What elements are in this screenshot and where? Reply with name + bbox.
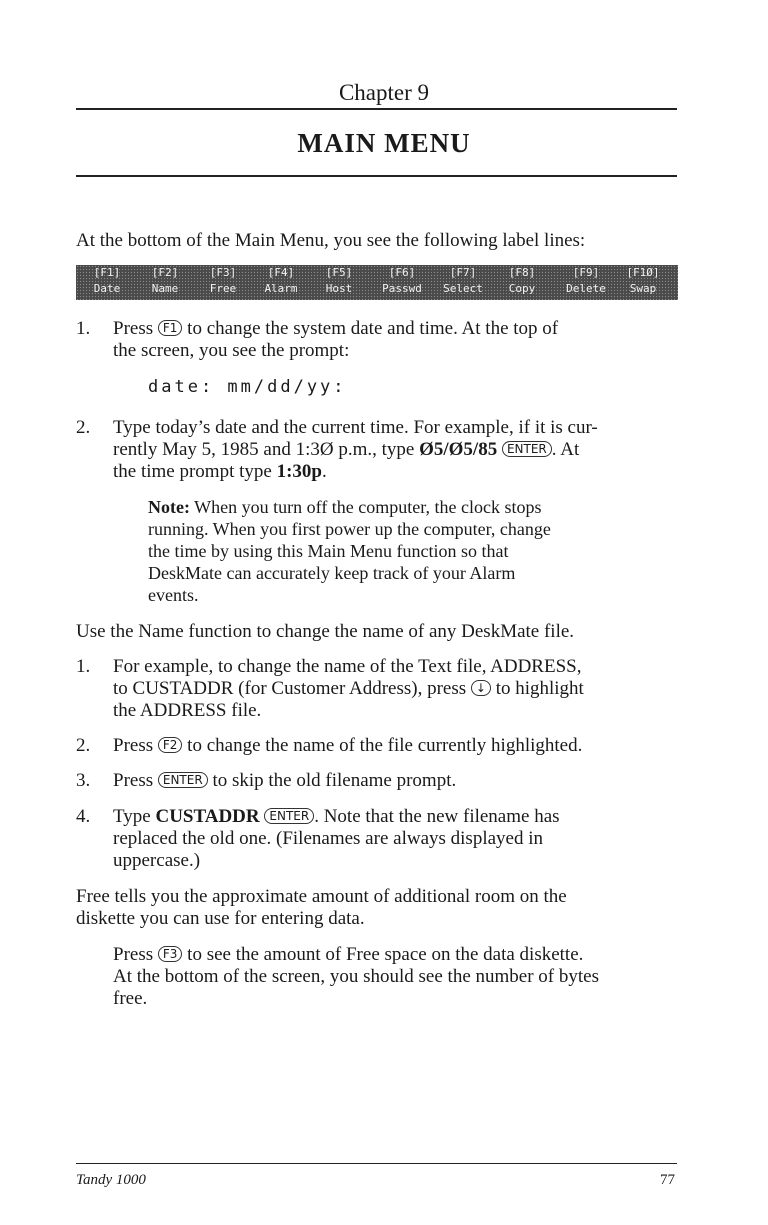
name-step-3: Press ENTER to skip the old filename prompt. xyxy=(113,770,457,791)
f1-key: F1 xyxy=(158,320,183,336)
name-intro: Use the Name function to change the name of any DeskMate file. xyxy=(76,621,575,642)
name-step-2: Press F2 to change the name of the file currently highlighted. xyxy=(113,735,583,756)
list-number: 2. xyxy=(76,417,91,438)
list-number: 1. xyxy=(76,656,91,677)
note-line-4: DeskMate can accurately keep track of your Alarm xyxy=(148,563,516,583)
free-line-2: At the bottom of the screen, you should see the number of bytes xyxy=(113,966,599,987)
free-intro-line-2: diskette you can use for entering data. xyxy=(76,908,365,929)
enter-key: ENTER xyxy=(502,441,552,457)
label-f6: [F6] Passwd xyxy=(382,266,422,295)
intro-text: At the bottom of the Main Menu, you see the following label lines: xyxy=(76,230,586,251)
date-step-2-line-1: Type today’s date and the current time. For example, if it is cur- xyxy=(113,417,598,438)
f3-key: F3 xyxy=(158,946,183,962)
name-step-1-line-2: to CUSTADDR (for Customer Address), press ↓ to highlight xyxy=(113,678,584,699)
name-step-4-line-3: uppercase.) xyxy=(113,850,201,871)
name-step-4-line-2: replaced the old one. (Filenames are always displayed in xyxy=(113,828,543,849)
note-line-5: events. xyxy=(148,585,199,605)
list-number: 4. xyxy=(76,806,91,827)
label-f4: [F4] Alarm xyxy=(264,266,298,295)
free-line-3: free. xyxy=(113,988,148,1009)
note-line-3: the time by using this Main Menu function so that xyxy=(148,541,509,561)
name-step-4-line-1: Type CUSTADDR ENTER . Note that the new filename has xyxy=(113,806,560,827)
name-step-1-line-1: For example, to change the name of the Text file, ADDRESS, xyxy=(113,656,582,677)
date-step-2-line-2: rently May 5, 1985 and 1:3Ø p.m., type Ø5/Ø5/85 ENTER . At xyxy=(113,439,580,460)
title-rule xyxy=(76,175,677,177)
label-f5: [F5] Host xyxy=(325,266,353,295)
date-step-1: Press F1 to change the system date and time. At the top of xyxy=(113,318,559,339)
label-f3: [F3] Free xyxy=(209,266,237,295)
label-f7: [F7] Select xyxy=(443,266,483,295)
label-f2: [F2] Name xyxy=(151,266,179,295)
label-f9: [F9] Delete xyxy=(566,266,606,295)
note-line-1: Note: When you turn off the computer, the clock stops xyxy=(148,497,542,517)
list-number: 2. xyxy=(76,735,91,756)
header-rule xyxy=(76,108,677,110)
date-prompt: date: mm/dd/yy: xyxy=(148,377,347,397)
f2-key: F2 xyxy=(158,737,183,753)
page-number: 77 xyxy=(660,1172,675,1188)
enter-key: ENTER xyxy=(264,808,314,824)
note-line-2: running. When you first power up the computer, change xyxy=(148,519,551,539)
free-line-1: Press F3 to see the amount of Free space on the data diskette. xyxy=(113,944,584,965)
free-intro-line-1: Free tells you the approximate amount of additional room on the xyxy=(76,886,567,907)
page-title: MAIN MENU xyxy=(297,128,471,158)
date-step-1-cont: the screen, you see the prompt: xyxy=(113,340,350,361)
down-arrow-key: ↓ xyxy=(471,680,491,696)
function-key-label-bar xyxy=(76,265,678,300)
footer-rule xyxy=(76,1163,677,1164)
enter-key: ENTER xyxy=(158,772,208,788)
date-step-2-line-3: the time prompt type 1:30p. xyxy=(113,461,327,482)
label-f10: [F1Ø] Swap xyxy=(626,266,660,295)
name-step-1-line-3: the ADDRESS file. xyxy=(113,700,262,721)
list-number: 3. xyxy=(76,770,91,791)
label-f1: [F1] Date xyxy=(93,266,121,295)
chapter-heading: Chapter 9 xyxy=(338,80,430,105)
list-number: 1. xyxy=(76,318,91,339)
label-f8: [F8] Copy xyxy=(508,266,536,295)
footer-book-title: Tandy 1000 xyxy=(76,1172,146,1188)
